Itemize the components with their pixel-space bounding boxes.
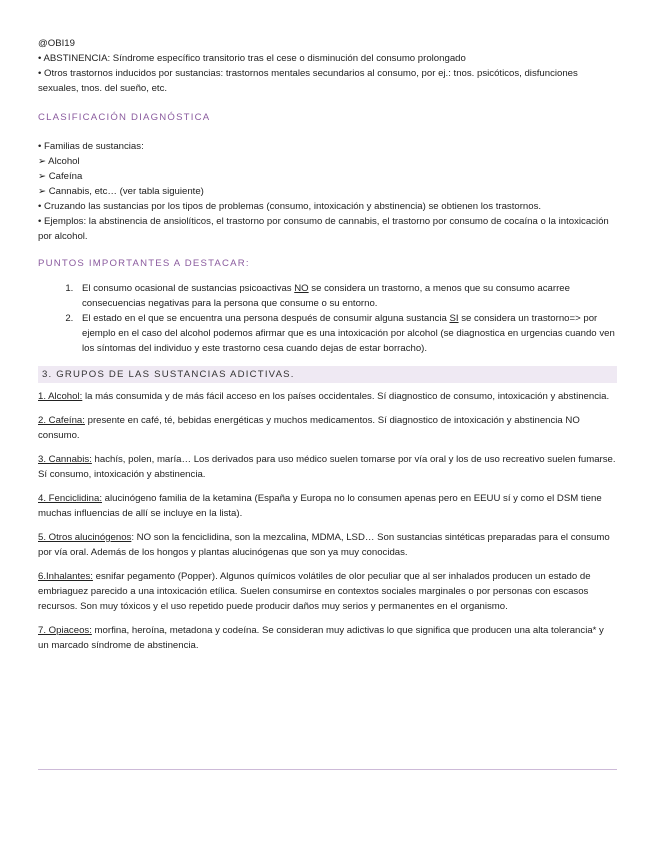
group-title: 1. Alcohol: — [38, 391, 83, 402]
group-alcohol: 1. Alcohol: la más consumida y de más fácil acceso en los países occidentales. Sí diagnostico de consumo, intoxicación y abstinencia. — [38, 391, 610, 402]
group-title: 3. Cannabis: — [38, 454, 92, 465]
heading-clasificacion: CLASIFICACIÓN DIAGNÓSTICA — [38, 112, 211, 123]
group-cafeina: 2. Cafeína: presente en café, té, bebidas energéticas y muchos medicamentos. Sí diagnostico de intoxicación y abstinencia NO consumo. — [38, 415, 580, 441]
clasif-line: • Ejemplos: la abstinencia de ansiolíticos, el trastorno por consumo de cannabis, el trastorno por consumo de cocaína o la intoxicación por alcohol. — [38, 216, 609, 242]
emphasis-no: NO — [294, 283, 309, 294]
clasif-line: • Familias de sustancias: — [38, 141, 144, 152]
group-fenciclidina: 4. Fenciclidina: alucinógeno familia de la ketamina (España y Europa no lo consumen apenas pero en EEUU sí y como el DSM tiene muchas influencias de allí se incluye en la lista). — [38, 493, 602, 519]
puntos-list — [38, 281, 617, 356]
footer-divider — [38, 769, 617, 770]
group-title: 4. Fenciclidina: — [38, 493, 102, 504]
group-title: 7. Opiaceos: — [38, 625, 92, 636]
puntos-item: 2. El estado en el que se encuentra una persona después de consumir alguna sustancia SI se considera un trastorno=> por ejemplo en el caso del alcohol podemos afirmar que es una intoxicación por alcohol (se diagnostica en urgencias cuando ven los síntomas del individuo y este trastorno cesa cuando dejas de estar borracho). — [76, 311, 617, 356]
group-inhalantes: 6.Inhalantes: esnifar pegamento (Popper). Algunos químicos volátiles de olor peculiar que al ser inhalados producen un estado de embriaguez parecido a una intoxicación etílica. Suelen consumirse en contextos sociales marginales o por personas con escasos recursos. Son muy tóxicos y el uso repetido puede producir daños muy serios y permanentes en el organismo. — [38, 571, 591, 612]
group-otros-alucinogenos: 5. Otros alucinógenos: NO son la fenciclidina, son la mezcalina, MDMA, LSD… Son sustancias sintéticas preparadas para el consumo por vía oral. Además de los hongos y plantas alucinógenas que son ya muy conocidas. — [38, 532, 610, 558]
clasif-line: ➢ Cannabis, etc… (ver tabla siguiente) — [38, 186, 204, 197]
group-cannabis: 3. Cannabis: hachís, polen, maría… Los derivados para uso médico suelen tomarse por vía oral y los de uso recreativo suelen fumarse. Sí consumo, intoxicación y abstinencia. — [38, 454, 616, 480]
puntos-item: 1. El consumo ocasional de sustancias psicoactivas NO se considera un trastorno, a menos que su consumo acarree consecuencias negativas para la persona que consume o su entorno. — [76, 281, 617, 311]
intro-otros-trastornos: • Otros trastornos inducidos por sustancias: trastornos mentales secundarios al consumo, por ej.: tnos. psicóticos, disfunciones sexuales, tnos. del sueño, etc. — [38, 68, 578, 94]
emphasis-si: SI — [449, 313, 459, 324]
heading-puntos: PUNTOS IMPORTANTES A DESTACAR: — [38, 258, 250, 269]
group-title: 6.Inhalantes: — [38, 571, 93, 582]
section-3-heading: 3. GRUPOS DE LAS SUSTANCIAS ADICTIVAS. — [38, 366, 617, 383]
group-title: 5. Otros alucinógenos — [38, 532, 132, 543]
group-title: 2. Cafeína: — [38, 415, 85, 426]
group-opiaceos: 7. Opiaceos: morfina, heroína, metadona y codeína. Se consideran muy adictivas lo que significa que producen una alta tolerancia* y un marcado síndrome de abstinencia. — [38, 625, 604, 651]
clasif-line: ➢ Cafeína — [38, 171, 83, 182]
clasif-line: • Cruzando las sustancias por los tipos de problemas (consumo, intoxicación y abstinencia) se obtienen los trastornos. — [38, 201, 542, 212]
clasif-line: ➢ Alcohol — [38, 156, 80, 167]
document-id: @OBI19 — [38, 38, 75, 49]
intro-abstinencia: • ABSTINENCIA: Síndrome específico transitorio tras el cese o disminución del consumo prolongado — [38, 53, 466, 64]
